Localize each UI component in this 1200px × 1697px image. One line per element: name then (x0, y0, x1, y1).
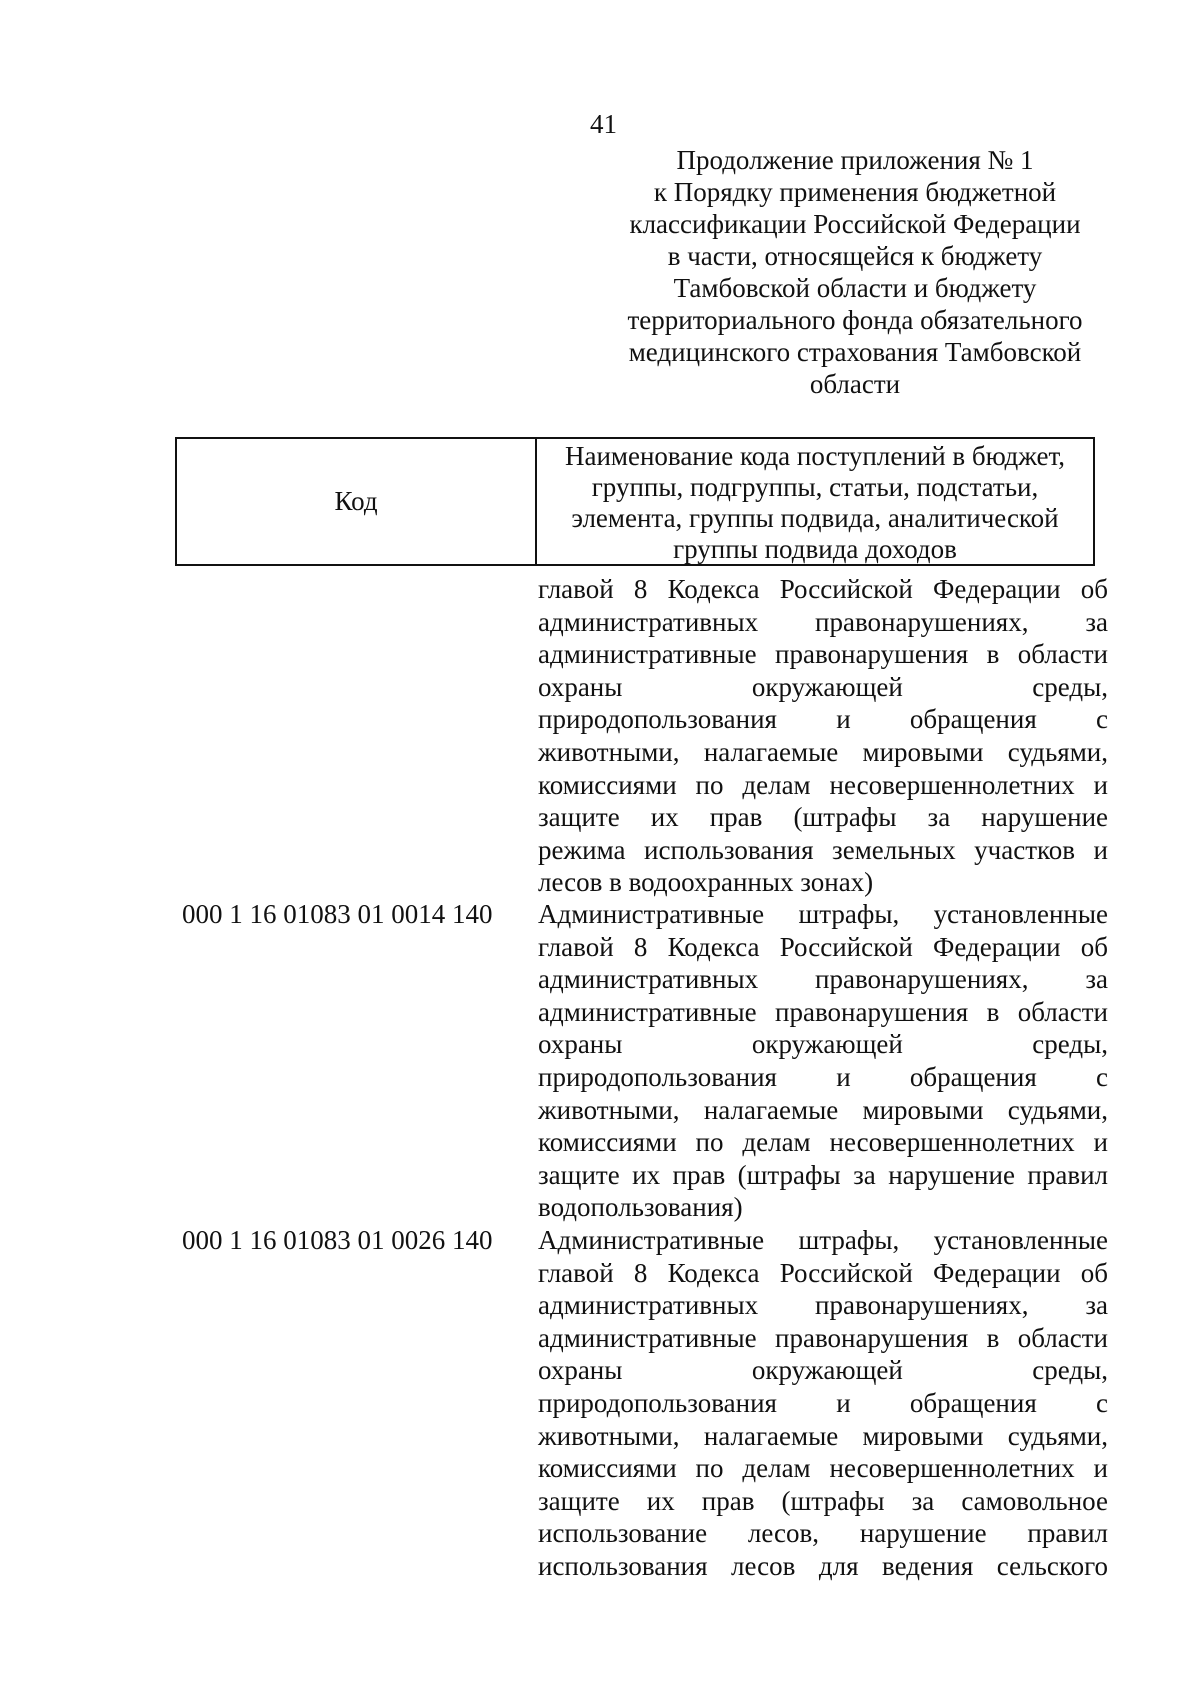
description-line: водопользования) (538, 1192, 743, 1223)
description-line: административных правонарушениях, за (538, 1290, 1108, 1321)
description-line: главой 8 Кодекса Российской Федерации об (538, 931, 1108, 962)
name-column-header (537, 439, 1093, 564)
table-header (175, 437, 1095, 566)
table-row-description (538, 898, 1108, 1224)
appendix-header-line: в части, относящейся к бюджету (667, 241, 1043, 271)
description-line: животными, налагаемые мировыми судьями, (538, 1094, 1108, 1125)
description-line: охраны окружающей среды, (538, 1029, 1108, 1060)
appendix-header-line: Тамбовской области и бюджету (673, 273, 1037, 303)
description-line: лесов в водоохранных зонах) (538, 867, 874, 898)
description-line: Административные штрафы, установленные (538, 1225, 1108, 1255)
table-row-description (538, 573, 1108, 899)
description-line: использование лесов, нарушение правил (538, 1518, 1108, 1549)
description-line: животными, налагаемые мировыми судьями, (538, 736, 1108, 767)
description-line: защите их прав (штрафы за нарушение (538, 802, 1108, 833)
page-number: 41 (590, 109, 617, 139)
description-line: административные правонарушения в области (538, 639, 1108, 670)
description-line: защите их прав (штрафы за нарушение правил (538, 1159, 1108, 1190)
description-line: природопользования и обращения с (538, 704, 1108, 735)
description-line: административные правонарушения в области (538, 996, 1108, 1027)
appendix-header-line: медицинского страхования Тамбовской (628, 337, 1082, 367)
description-line: административных правонарушениях, за (538, 606, 1108, 637)
description-line: комиссиями по делам несовершеннолетних и (538, 1453, 1108, 1484)
name-column-header-line: группы, подгруппы, статьи, подстатьи, (591, 472, 1039, 502)
description-line: использования лесов для ведения сельского (538, 1550, 1108, 1581)
description-line: природопользования и обращения с (538, 1061, 1108, 1092)
appendix-header-line: области (809, 369, 901, 399)
name-column-header-line: группы подвида доходов (673, 534, 957, 564)
appendix-header (610, 144, 1100, 400)
table-row-code: 000 1 16 01083 01 0026 140 (182, 1225, 493, 1255)
description-line: комиссиями по делам несовершеннолетних и (538, 1127, 1108, 1158)
description-line: административные правонарушения в области (538, 1322, 1108, 1353)
appendix-header-line: Продолжение приложения № 1 (676, 145, 1034, 175)
description-line: главой 8 Кодекса Российской Федерации об (538, 1257, 1108, 1288)
description-line: природопользования и обращения с (538, 1387, 1108, 1418)
description-line: административных правонарушениях, за (538, 964, 1108, 995)
name-column-header-line: элемента, группы подвида, аналитической (571, 503, 1059, 533)
description-line: охраны окружающей среды, (538, 671, 1108, 702)
description-line: главой 8 Кодекса Российской Федерации об (538, 574, 1108, 604)
description-line: животными, налагаемые мировыми судьями, (538, 1420, 1108, 1451)
table-row-code: 000 1 16 01083 01 0014 140 (182, 899, 493, 929)
description-line: режима использования земельных участков и (538, 834, 1108, 865)
appendix-header-line: к Порядку применения бюджетной (653, 177, 1057, 207)
appendix-header-line: классификации Российской Федерации (629, 209, 1081, 239)
description-line: Административные штрафы, установленные (538, 899, 1108, 929)
appendix-header-line: территориального фонда обязательного (627, 305, 1083, 335)
table-row-description (538, 1224, 1108, 1583)
description-line: защите их прав (штрафы за самовольное (538, 1485, 1108, 1516)
name-column-header-line: Наименование кода поступлений в бюджет, (564, 441, 1066, 471)
description-line: охраны окружающей среды, (538, 1355, 1108, 1386)
description-line: комиссиями по делам несовершеннолетних и (538, 769, 1108, 800)
code-column-header: Код (177, 439, 537, 564)
